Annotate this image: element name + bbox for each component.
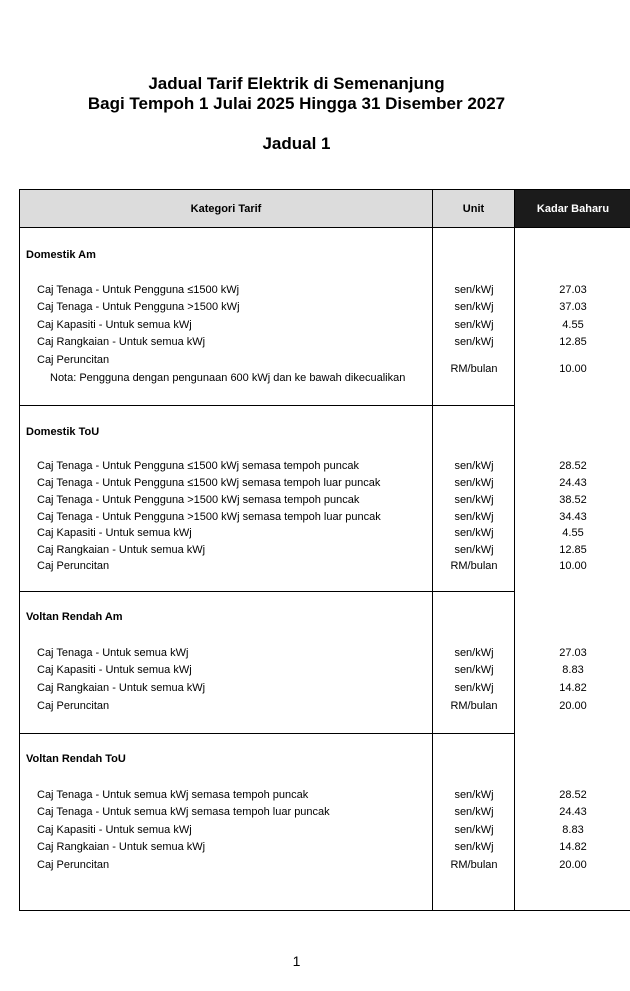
row-unit: sen/kWj bbox=[454, 647, 494, 659]
row-rate: 27.03 bbox=[559, 284, 587, 296]
title-line-2: Bagi Tempoh 1 Julai 2025 Hingga 31 Disember 2027 bbox=[87, 94, 506, 113]
row-rate: 24.43 bbox=[559, 806, 587, 818]
table-row bbox=[20, 509, 630, 526]
row-description: Caj Peruncitan bbox=[37, 560, 110, 572]
table-row bbox=[20, 822, 630, 839]
row-unit: RM/bulan bbox=[450, 700, 498, 712]
row-unit: sen/kWj bbox=[454, 841, 494, 853]
row-rate: 4.55 bbox=[562, 319, 584, 331]
row-unit: sen/kWj bbox=[454, 319, 494, 331]
table-row bbox=[20, 317, 630, 334]
row-unit: RM/bulan bbox=[450, 560, 498, 572]
table-row bbox=[20, 525, 630, 542]
row-description: Caj Tenaga - Untuk Pengguna ≤1500 kWj semasa tempoh luar puncak bbox=[37, 477, 381, 489]
row-rate: 20.00 bbox=[559, 859, 587, 871]
row-rate: 8.83 bbox=[562, 824, 584, 836]
section-title: Domestik Am bbox=[26, 249, 96, 261]
table-row bbox=[20, 558, 630, 575]
row-unit: RM/bulan bbox=[450, 859, 498, 871]
table-row bbox=[20, 662, 630, 679]
row-rate: 4.55 bbox=[562, 527, 584, 539]
row-unit: sen/kWj bbox=[454, 460, 494, 472]
section-divider bbox=[20, 405, 515, 406]
row-description: Caj Kapasiti - Untuk semua kWj bbox=[37, 319, 192, 331]
row-unit: sen/kWj bbox=[454, 301, 494, 313]
table-row bbox=[20, 857, 630, 874]
row-unit: sen/kWj bbox=[454, 682, 494, 694]
row-description: Caj Rangkaian - Untuk semua kWj bbox=[37, 841, 206, 853]
row-description: Caj Tenaga - Untuk Pengguna >1500 kWj semasa tempoh luar puncak bbox=[37, 511, 381, 523]
section-title: Voltan Rendah Am bbox=[26, 611, 123, 623]
row-unit: sen/kWj bbox=[454, 511, 494, 523]
row-unit: sen/kWj bbox=[454, 336, 494, 348]
section-title: Voltan Rendah ToU bbox=[26, 753, 126, 765]
row-rate: 24.43 bbox=[559, 477, 587, 489]
row-rate: 14.82 bbox=[559, 841, 587, 853]
header-unit: Unit bbox=[433, 190, 515, 228]
row-description: Caj Tenaga - Untuk Pengguna >1500 kWj bbox=[37, 301, 240, 313]
page-number: 1 bbox=[292, 953, 301, 969]
section-note: Nota: Pengguna dengan pengunaan 600 kWj dan ke bawah dikecualikan bbox=[50, 372, 406, 384]
table-row bbox=[20, 698, 630, 715]
row-unit: sen/kWj bbox=[454, 477, 494, 489]
table-row bbox=[20, 804, 630, 821]
row-rate: 20.00 bbox=[559, 700, 587, 712]
title-line-1: Jadual Tarif Elektrik di Semenanjung bbox=[148, 74, 445, 93]
table-row bbox=[20, 492, 630, 509]
row-rate: 38.52 bbox=[559, 494, 587, 506]
table-row bbox=[20, 282, 630, 299]
table-row bbox=[20, 680, 630, 697]
row-unit: RM/bulan bbox=[450, 363, 498, 375]
row-description: Caj Rangkaian - Untuk semua kWj bbox=[37, 544, 206, 556]
row-unit: sen/kWj bbox=[454, 789, 494, 801]
section-divider bbox=[20, 733, 515, 734]
row-rate: 12.85 bbox=[559, 336, 587, 348]
table-subtitle: Jadual 1 bbox=[262, 134, 331, 153]
row-unit: sen/kWj bbox=[454, 527, 494, 539]
row-description: Caj Rangkaian - Untuk semua kWj bbox=[37, 682, 206, 694]
row-description: Caj Kapasiti - Untuk semua kWj bbox=[37, 527, 192, 539]
row-description: Caj Rangkaian - Untuk semua kWj bbox=[37, 336, 206, 348]
table-row bbox=[20, 542, 630, 559]
header-category: Kategori Tarif bbox=[20, 190, 433, 228]
row-description: Caj Tenaga - Untuk Pengguna >1500 kWj semasa tempoh puncak bbox=[37, 494, 360, 506]
row-rate: 28.52 bbox=[559, 460, 587, 472]
row-unit: sen/kWj bbox=[454, 494, 494, 506]
row-rate: 37.03 bbox=[559, 301, 587, 313]
row-rate: 27.03 bbox=[559, 647, 587, 659]
row-rate: 34.43 bbox=[559, 511, 587, 523]
row-description: Caj Peruncitan bbox=[37, 354, 110, 366]
row-rate: 14.82 bbox=[559, 682, 587, 694]
row-rate: 10.00 bbox=[559, 363, 587, 375]
row-description: Caj Tenaga - Untuk semua kWj semasa tempoh puncak bbox=[37, 789, 309, 801]
section-divider bbox=[20, 591, 515, 592]
row-description: Caj Tenaga - Untuk Pengguna ≤1500 kWj semasa tempoh puncak bbox=[37, 460, 359, 472]
row-unit: sen/kWj bbox=[454, 664, 494, 676]
row-rate: 28.52 bbox=[559, 789, 587, 801]
row-unit: sen/kWj bbox=[454, 284, 494, 296]
table-row bbox=[20, 645, 630, 662]
row-rate: 12.85 bbox=[559, 544, 587, 556]
table-row bbox=[20, 334, 630, 351]
row-description: Caj Kapasiti - Untuk semua kWj bbox=[37, 664, 192, 676]
row-description: Caj Peruncitan bbox=[37, 859, 110, 871]
tariff-table bbox=[19, 189, 630, 911]
row-rate: 8.83 bbox=[562, 664, 584, 676]
section-title: Domestik ToU bbox=[26, 426, 100, 438]
header-rate: Kadar Baharu bbox=[515, 190, 630, 228]
row-unit: sen/kWj bbox=[454, 806, 494, 818]
table-row bbox=[20, 299, 630, 316]
table-row bbox=[20, 458, 630, 475]
table-row bbox=[20, 787, 630, 804]
row-rate: 10.00 bbox=[559, 560, 587, 572]
row-unit: sen/kWj bbox=[454, 824, 494, 836]
row-description: Caj Peruncitan bbox=[37, 700, 110, 712]
row-unit: sen/kWj bbox=[454, 544, 494, 556]
row-description: Caj Tenaga - Untuk semua kWj semasa tempoh luar puncak bbox=[37, 806, 330, 818]
table-row bbox=[20, 839, 630, 856]
row-description: Caj Tenaga - Untuk semua kWj bbox=[37, 647, 189, 659]
row-description: Caj Tenaga - Untuk Pengguna ≤1500 kWj bbox=[37, 284, 240, 296]
row-description: Caj Kapasiti - Untuk semua kWj bbox=[37, 824, 192, 836]
table-row bbox=[20, 475, 630, 492]
